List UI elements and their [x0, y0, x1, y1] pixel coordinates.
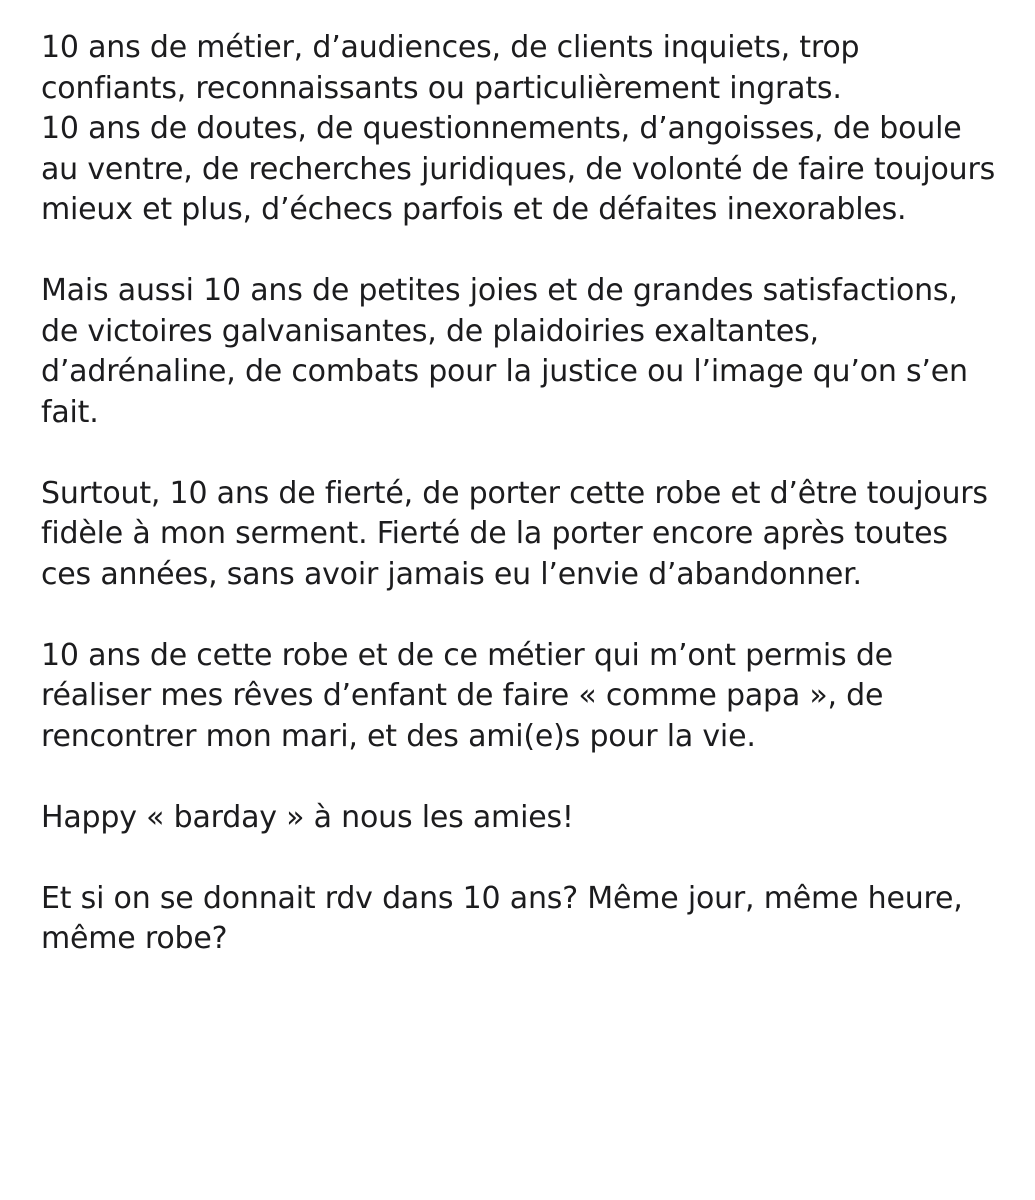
paragraph-dreams: 10 ans de cette robe et de ce métier qui m’ont permis de réaliser mes rêves d’enfant de faire « comme papa », de rencontrer mon mari, et des ami(e)s pour la vie.: [41, 637, 893, 754]
paragraph-joys: Mais aussi 10 ans de petites joies et de grandes satisfactions, de victoires galvanisantes, de plaidoiries exaltantes, d’adrénaline, de combats pour la justice ou l’image qu’on s’en fait.: [41, 273, 968, 430]
paragraph-pride: Surtout, 10 ans de fierté, de porter cette robe et d’être toujours fidèle à mon serment. Fierté de la porter encore après toutes ces années, sans avoir jamais eu l’envie d’abandonner.: [41, 475, 988, 592]
paragraph-happy-barday: Happy « barday » à nous les amies!: [41, 799, 574, 835]
note-body: [41, 28, 1001, 960]
paragraph-first-ten-years: 10 ans de métier, d’audiences, de clients inquiets, trop confiants, reconnaissants ou particulièrement ingrats. 10 ans de doutes, de questionnements, d’angoisses, de boule au ventre, de recherches juridiques, de volonté de faire toujours mieux et plus, d’échecs parfois et de défaites inexorables.: [41, 30, 996, 227]
paragraph-rendezvous: Et si on se donnait rdv dans 10 ans? Même jour, même heure, même robe?: [41, 880, 963, 956]
